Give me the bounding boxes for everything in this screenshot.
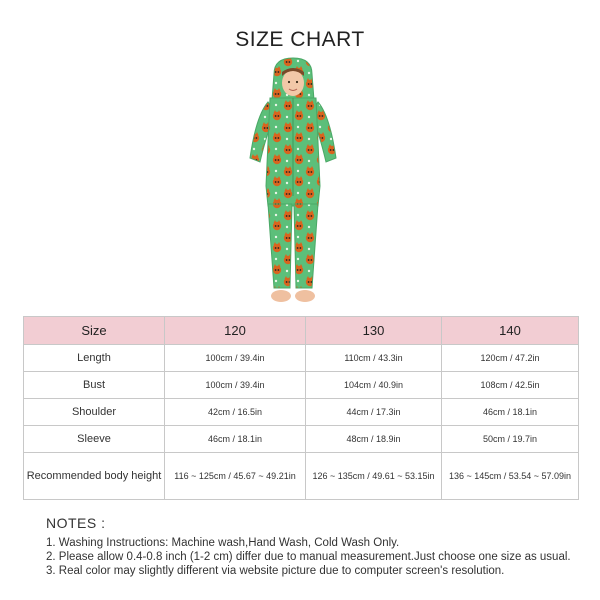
header-size: Size xyxy=(24,317,165,345)
table-row xyxy=(24,345,579,372)
table-cell: 126 ~ 135cm / 49.61 ~ 53.15in xyxy=(306,453,442,500)
header-120: 120 xyxy=(165,317,306,345)
table-row xyxy=(24,372,579,399)
row-label-length: Length xyxy=(24,345,165,372)
product-image xyxy=(238,56,348,312)
table-cell: 136 ~ 145cm / 53.54 ~ 57.09in xyxy=(442,453,579,500)
note-item: 3. Real color may slightly different via website picture due to computer screen's resolution. xyxy=(46,565,505,577)
table-cell: 42cm / 16.5in xyxy=(165,399,306,426)
table-cell: 44cm / 17.3in xyxy=(306,399,442,426)
table-cell: 110cm / 43.3in xyxy=(306,345,442,372)
table-cell: 116 ~ 125cm / 45.67 ~ 49.21in xyxy=(165,453,306,500)
header-140: 140 xyxy=(442,317,579,345)
header-130: 130 xyxy=(306,317,442,345)
note-item: 2. Please allow 0.4-0.8 inch (1-2 cm) differ due to manual measurement.Just choose one size as usual. xyxy=(46,551,571,563)
page-title: SIZE CHART xyxy=(235,28,365,51)
table-row xyxy=(24,399,579,426)
table-cell: 100cm / 39.4in xyxy=(165,372,306,399)
size-chart-table xyxy=(23,316,579,500)
table-row xyxy=(24,426,579,453)
row-label-shoulder: Shoulder xyxy=(24,399,165,426)
table-cell: 100cm / 39.4in xyxy=(165,345,306,372)
table-cell: 48cm / 18.9in xyxy=(306,426,442,453)
notes-section xyxy=(46,515,586,578)
table-header-row xyxy=(24,317,579,345)
table-cell: 46cm / 18.1in xyxy=(442,399,579,426)
table-row xyxy=(24,453,579,500)
table-cell: 120cm / 47.2in xyxy=(442,345,579,372)
row-label-recommended-height: Recommended body height xyxy=(24,453,165,500)
row-label-sleeve: Sleeve xyxy=(24,426,165,453)
table-cell: 46cm / 18.1in xyxy=(165,426,306,453)
note-item: 1. Washing Instructions: Machine wash,Hand Wash, Cold Wash Only. xyxy=(46,537,400,549)
notes-heading: NOTES : xyxy=(46,515,106,531)
table-cell: 108cm / 42.5in xyxy=(442,372,579,399)
table-cell: 104cm / 40.9in xyxy=(306,372,442,399)
table-cell: 50cm / 19.7in xyxy=(442,426,579,453)
row-label-bust: Bust xyxy=(24,372,165,399)
